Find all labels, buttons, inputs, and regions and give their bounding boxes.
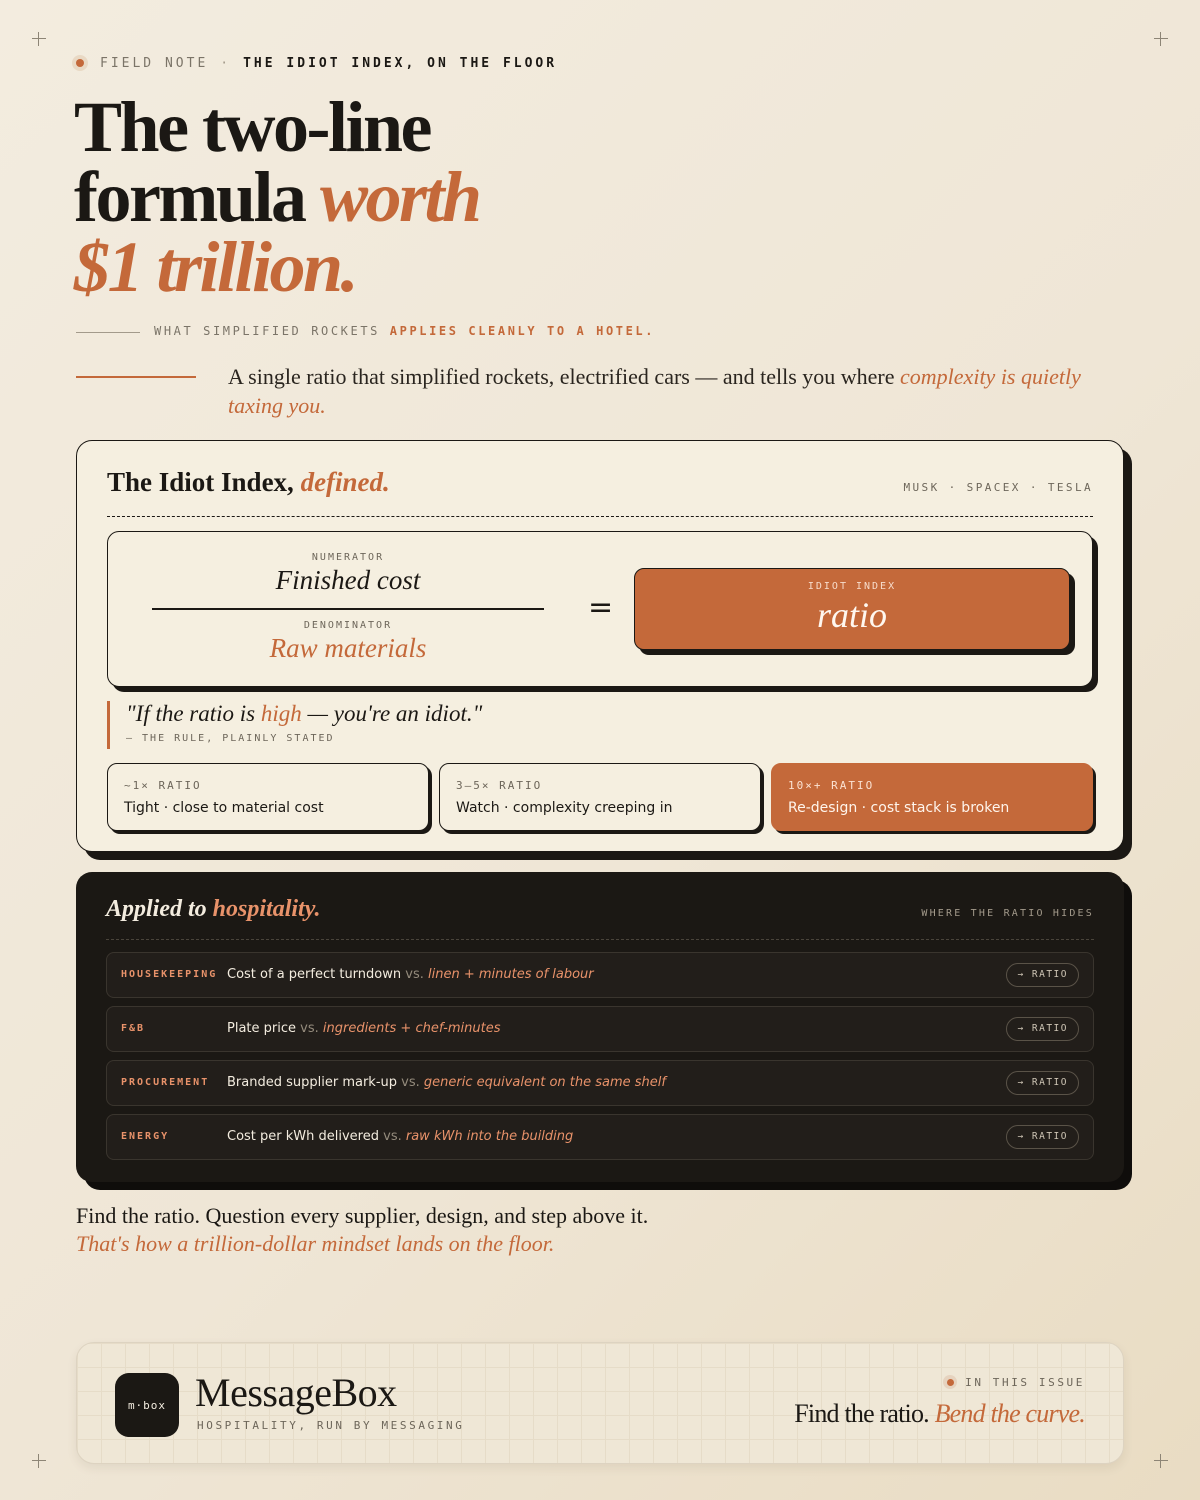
- issue-accent: Bend the curve.: [934, 1399, 1085, 1428]
- equals-sign: =: [588, 590, 614, 625]
- brand-name: MessageBox: [195, 1370, 397, 1415]
- subtag: [154, 324, 655, 338]
- subtag-accent: APPLIES CLEANLY TO A HOTEL.: [389, 324, 656, 338]
- kicker-separator: ·: [220, 55, 232, 71]
- numerator-label: NUMERATOR: [311, 552, 385, 563]
- closing-statement: [76, 1202, 648, 1258]
- headline-accent: worth: [319, 157, 480, 237]
- ratio-badge: → RATIO: [1006, 963, 1079, 987]
- result-label: IDIOT INDEX: [807, 581, 897, 592]
- dot-icon: [943, 1375, 957, 1389]
- row-label: F&B: [121, 1023, 146, 1034]
- subtag-rule: [76, 332, 140, 333]
- tier-label: 10×+ RATIO: [788, 779, 875, 792]
- divider: [107, 516, 1093, 517]
- kicker-topic: THE IDIOT INDEX, ON THE FLOOR: [243, 55, 558, 71]
- row-alt: generic equivalent on the same shelf: [423, 1075, 666, 1090]
- headline-line-2: [74, 157, 714, 237]
- tier-text: Watch · complexity creeping in: [456, 800, 673, 816]
- lead-rule: [76, 376, 196, 378]
- footer: [76, 1342, 1124, 1464]
- hospitality-title-accent: hospitality.: [212, 896, 321, 922]
- row-vs: vs.: [379, 1129, 406, 1144]
- hospitality-card: [76, 872, 1124, 1182]
- tier-redesign: [771, 763, 1093, 831]
- row-label: ENERGY: [121, 1131, 170, 1142]
- lead-plain: A single ratio that simplified rockets, electrified cars — and tells you where: [228, 364, 901, 389]
- tier-text: Re-design · cost stack is broken: [788, 800, 1010, 816]
- tier-label: ~1× RATIO: [124, 779, 202, 792]
- tier-label: 3–5× RATIO: [456, 779, 543, 792]
- issue-plain: Find the ratio.: [794, 1399, 935, 1428]
- headline-line-2-plain: formula: [74, 157, 320, 237]
- list-item: [106, 1060, 1094, 1106]
- brand-tagline: HOSPITALITY, RUN BY MESSAGING: [197, 1419, 465, 1432]
- issue-label-text: IN THIS ISSUE: [965, 1375, 1085, 1389]
- definition-title-accent: defined.: [300, 467, 390, 497]
- issue-headline: [794, 1399, 1085, 1429]
- list-item: [106, 1006, 1094, 1052]
- list-item: [106, 952, 1094, 998]
- closer-line-1: Find the ratio. Question every supplier, design, and step above it.: [76, 1203, 649, 1228]
- numerator-value: Finished cost: [275, 565, 421, 595]
- ratio-badge: → RATIO: [1006, 1071, 1079, 1095]
- result-value: ratio: [816, 595, 887, 635]
- corner-crosshair-icon: [1154, 1454, 1168, 1468]
- row-label: HOUSEKEEPING: [121, 969, 218, 980]
- headline-line-3: $1 trillion.: [74, 227, 357, 307]
- definition-title: [107, 467, 390, 498]
- row-vs: vs.: [401, 967, 428, 982]
- row-main: Cost of a perfect turndown: [227, 967, 402, 982]
- tier-tight: [107, 763, 429, 831]
- definition-title-plain: The Idiot Index,: [107, 467, 301, 497]
- quote-post: — you're an idiot.": [301, 701, 483, 726]
- result-box: [634, 568, 1070, 650]
- tier-watch: [439, 763, 761, 831]
- definition-meta: MUSK · SPACEX · TESLA: [903, 481, 1093, 494]
- row-vs: vs.: [397, 1075, 424, 1090]
- row-alt: ingredients + chef-minutes: [322, 1021, 501, 1036]
- denominator-value: Raw materials: [269, 633, 427, 663]
- row-text: [227, 967, 594, 982]
- quote-credit: — THE RULE, PLAINLY STATED: [126, 733, 335, 744]
- row-alt: raw kWh into the building: [405, 1129, 574, 1144]
- corner-crosshair-icon: [32, 32, 46, 46]
- ratio-tiers: [107, 763, 1095, 831]
- denominator-label: DENOMINATOR: [303, 620, 393, 631]
- row-vs: vs.: [296, 1021, 323, 1036]
- row-text: [227, 1129, 573, 1144]
- row-label: PROCUREMENT: [121, 1077, 210, 1088]
- row-main: Branded supplier mark-up: [227, 1075, 398, 1090]
- row-text: [227, 1021, 501, 1036]
- headline: [74, 87, 714, 307]
- rule-quote: [107, 701, 482, 749]
- ratio-badge: → RATIO: [1006, 1125, 1079, 1149]
- closer-line-2: That's how a trillion-dollar mindset lands on the floor.: [76, 1231, 555, 1256]
- brand-logo: m·box: [115, 1373, 179, 1437]
- row-main: Cost per kWh delivered: [227, 1129, 379, 1144]
- quote-pre: "If the ratio is: [126, 701, 261, 726]
- corner-crosshair-icon: [32, 1454, 46, 1468]
- kicker-label: FIELD NOTE: [100, 55, 209, 71]
- row-text: [227, 1075, 666, 1090]
- definition-card: [76, 440, 1124, 852]
- formula-box: [107, 531, 1093, 687]
- subtag-plain: WHAT SIMPLIFIED ROCKETS: [154, 324, 390, 338]
- list-item: [106, 1114, 1094, 1160]
- hospitality-meta: WHERE THE RATIO HIDES: [921, 908, 1094, 919]
- hospitality-title-plain: Applied to: [106, 896, 213, 922]
- ratio-badge: → RATIO: [1006, 1017, 1079, 1041]
- tier-text: Tight · close to material cost: [124, 800, 324, 816]
- row-main: Plate price: [227, 1021, 296, 1036]
- quote-accent: high: [260, 701, 302, 726]
- numerator: [152, 552, 544, 596]
- quote-text: [126, 701, 482, 727]
- divider: [106, 939, 1094, 940]
- row-alt: linen + minutes of labour: [428, 967, 594, 982]
- corner-crosshair-icon: [1154, 32, 1168, 46]
- fraction-bar: [152, 608, 544, 610]
- hospitality-title: [106, 896, 320, 923]
- lead-paragraph: [228, 362, 1108, 420]
- lead-accent: complexity is quietly taxing you.: [228, 364, 1081, 418]
- dot-icon: [72, 55, 88, 71]
- denominator: [152, 620, 544, 664]
- kicker: [72, 54, 557, 72]
- issue-label: [943, 1375, 1085, 1389]
- headline-line-1: The two-line: [74, 87, 430, 167]
